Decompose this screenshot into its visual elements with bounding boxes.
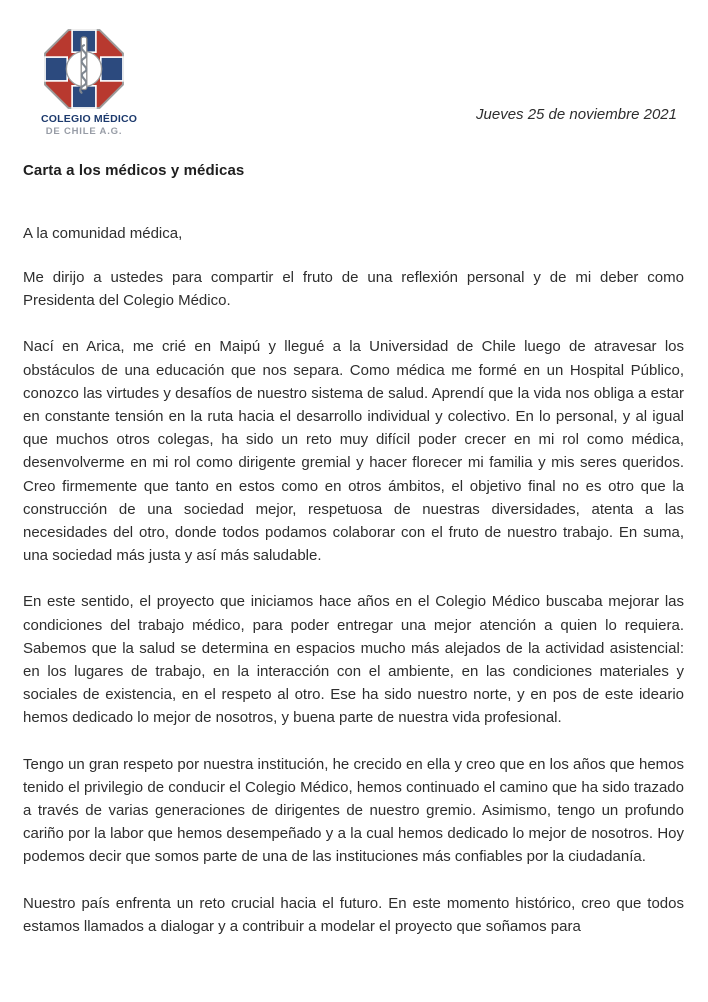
paragraph: Nuestro país enfrenta un reto crucial hacia el futuro. En este momento histórico, creo que todos estamos llamados a dialogar y a contribuir a modelar el proyecto que soñamos para [23,894,684,935]
logo [41,28,138,137]
letterhead [23,28,684,144]
paragraph: Tengo un gran respeto por nuestra institución, he crecido en ella y creo que en los años que hemos tenido el privilegio de conducir el Colegio Médico, hemos continuado el camino que ha sido trazado a través de varias generaciones de dirigentes de nuestro gremio. Asimismo, tengo un profundo cariño por la labor que hemos desempeñado y a la cual hemos dedicado lo mejor de nosotros. Hoy podemos decir que somos parte de una de las instituciones más confiables por la ciudadanía. [23,755,684,866]
paragraph: Me dirijo a ustedes para compartir el fruto de una reflexión personal y de mi deber como Presidenta del Colegio Médico. [23,269,684,310]
paragraph: Nací en Arica, me crié en Maipú y llegué a la Universidad de Chile luego de atravesar los obstáculos de una educación que nos separa. Como médica me formé en un Hospital Público, conozco las virtudes y desafíos de nuestro sistema de salud. Aprendí que la vida nos obliga a estar en constante tensión en la ruta hacia el desarrollo individual y colectivo. En lo personal, y al igual que muchos otros colegas, ha sido un reto muy difícil poder crecer en mi rol como médica, desenvolverme en mi rol como dirigente gremial y hacer florecer mi familia y mis seres queridos. Creo firmemente que tanto en estos como en otros ámbitos, el objetivo final no es otro que la construcción de una sociedad mejor, respetuosa de nuestras diversidades, atenta a las necesidades del otro, donde todos podamos colaborar con el fruto de nuestro trabajo. En suma, una sociedad más justa y así más saludable. [23,338,684,565]
org-name: COLEGIO MÉDICO [41,113,138,125]
colegio-medico-logo-icon [43,28,125,110]
salutation: A la comunidad médica, [23,225,183,242]
paragraph: En este sentido, el proyecto que iniciamos hace años en el Colegio Médico buscaba mejorar las condiciones del trabajo médico, para poder entregar una mejor atención a quien lo requiera. Sabemos que la salud se determina en espacios mucho más alejados de la actividad asistencial: en los lugares de trabajo, en la interacción con el ambiente, en las condiciones materiales y sociales de existencia, en el respeto al otro. Ese ha sido nuestro norte, y en pos de este ideario hemos dedicado lo mejor de nosotros, y buena parte de nuestra vida profesional. [23,593,684,727]
letter-title: Carta a los médicos y médicas [23,162,245,179]
letter-body [23,266,684,938]
letter-date: Jueves 25 de noviembre 2021 [476,106,677,123]
org-subtitle: DE CHILE A.G. [45,126,123,137]
